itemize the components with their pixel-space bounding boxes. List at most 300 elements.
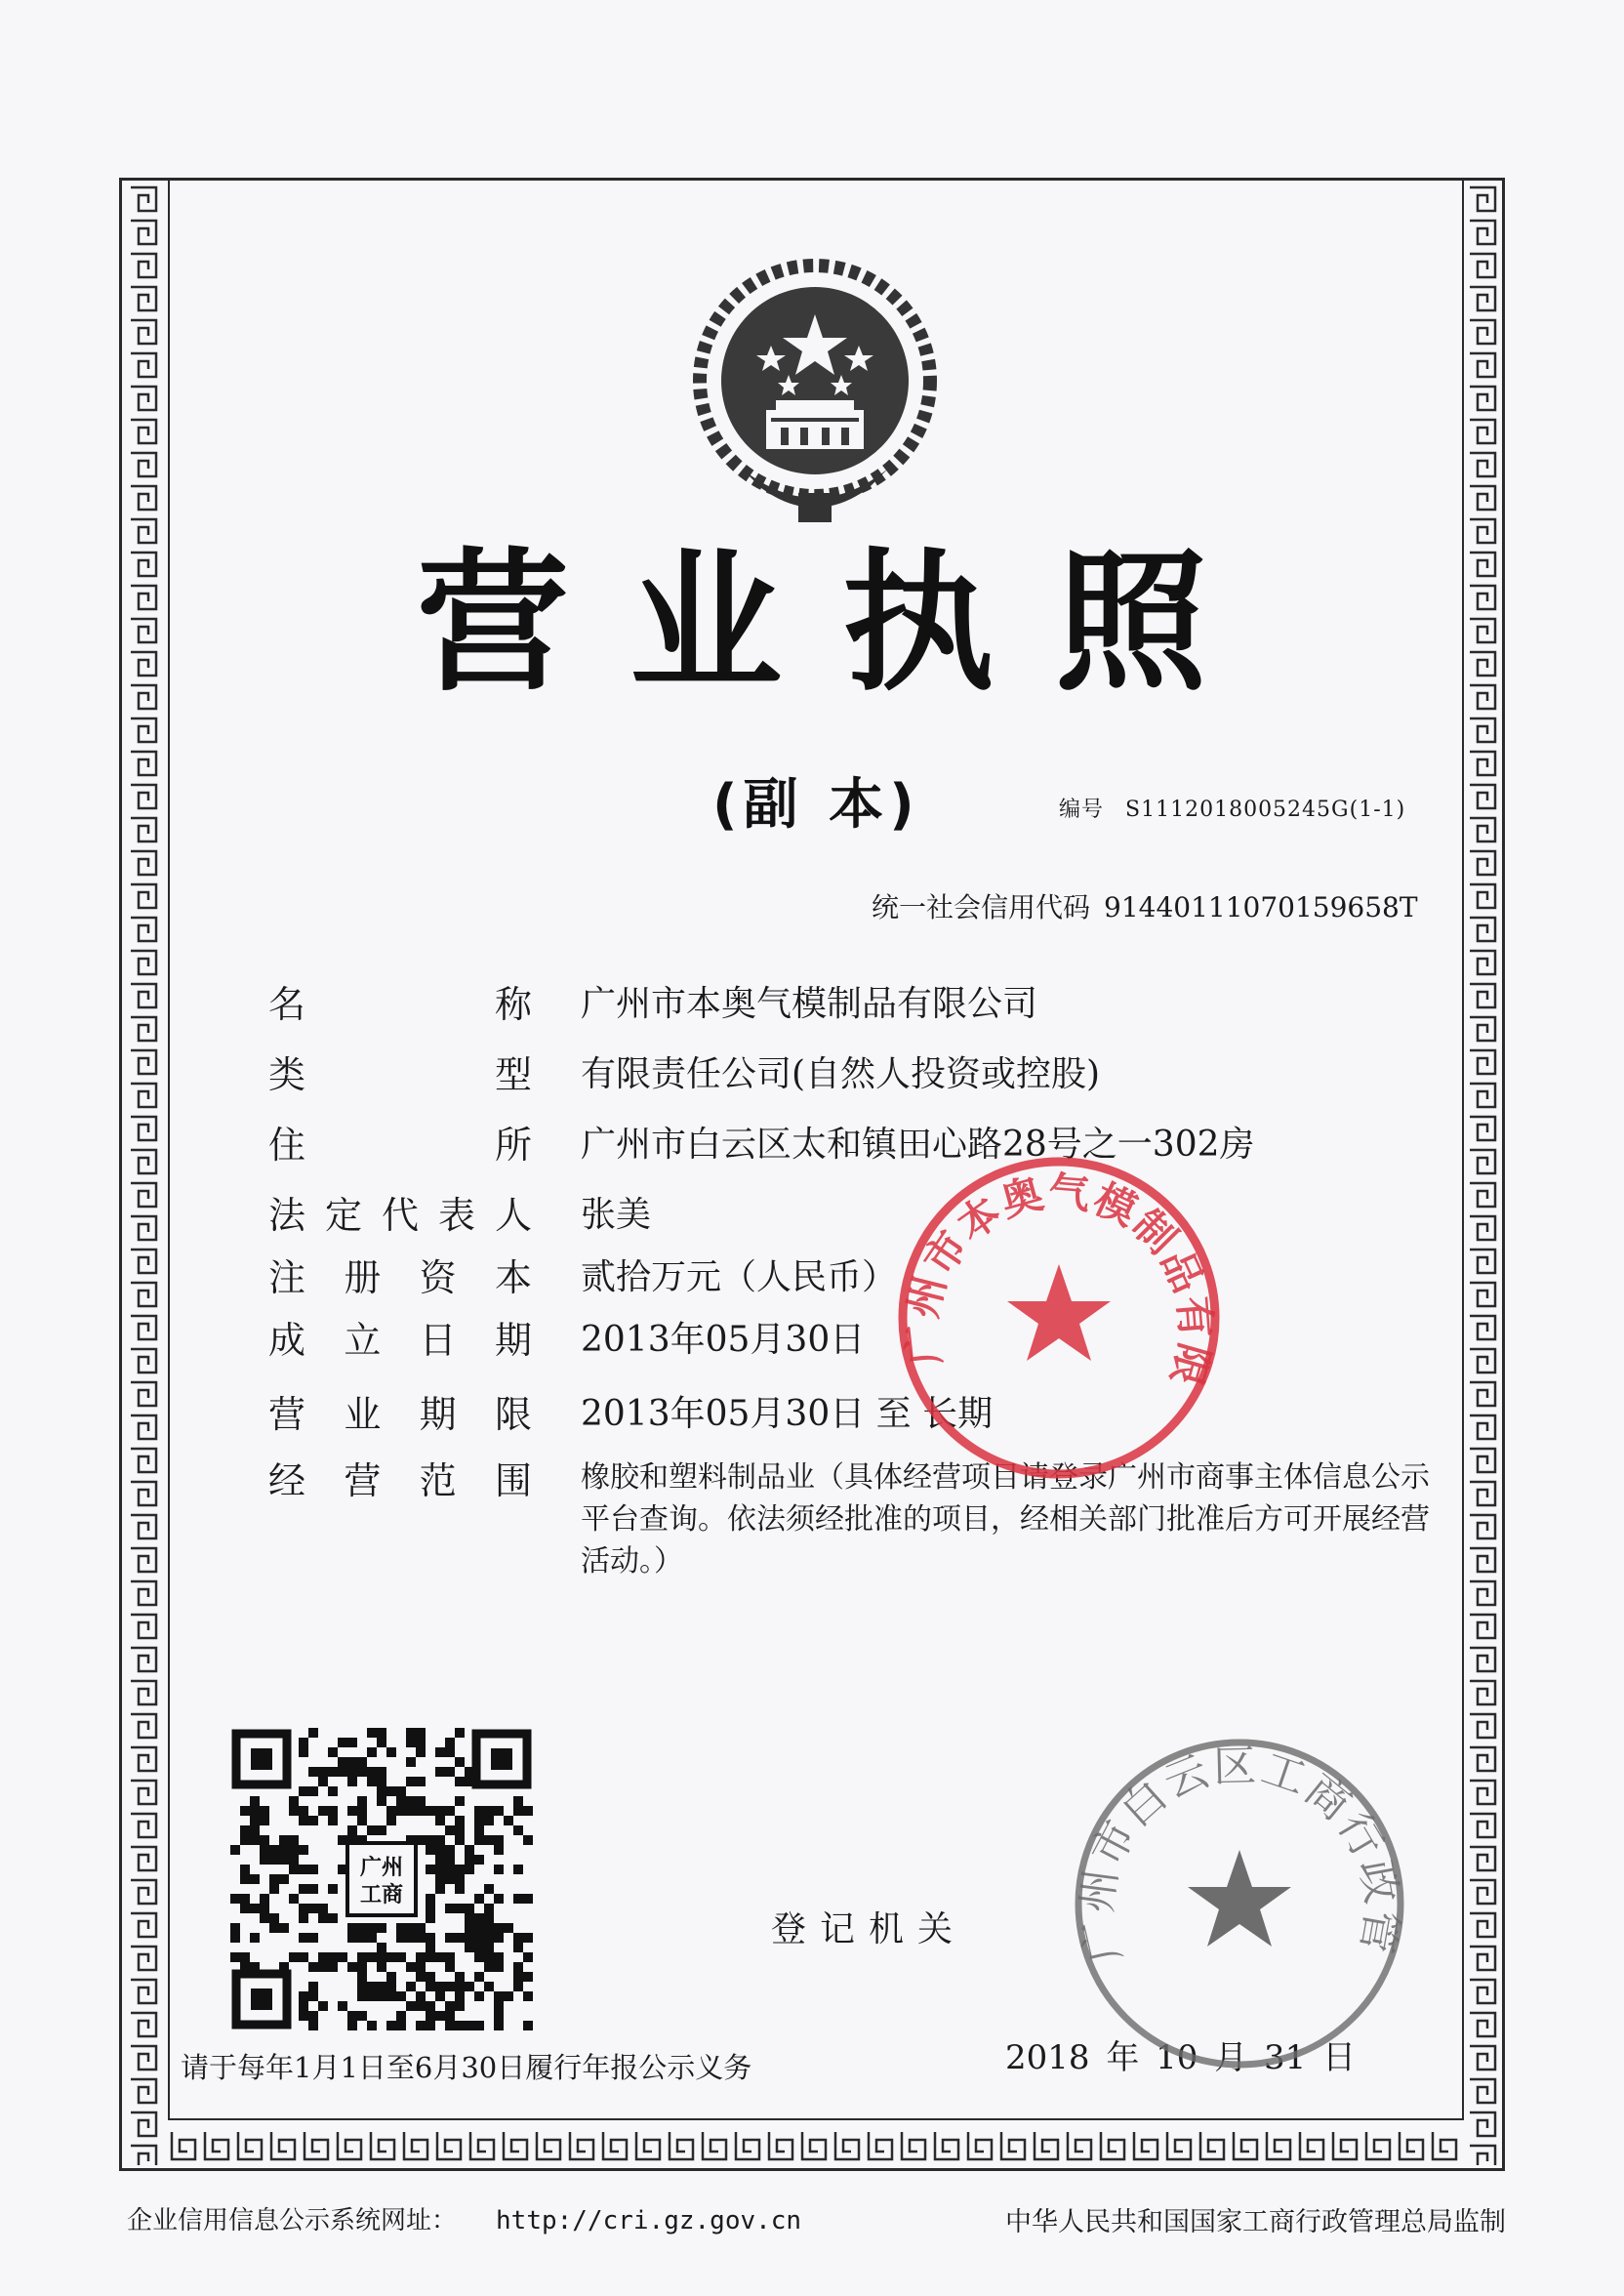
footer-website	[127, 2200, 801, 2236]
qr-module	[377, 1982, 386, 1991]
qr-module	[367, 1728, 377, 1738]
qr-module	[426, 1806, 435, 1816]
qr-module	[377, 1943, 386, 1952]
qr-module	[455, 1982, 465, 1991]
qr-module	[279, 1874, 289, 1884]
qr-module	[347, 2011, 357, 2021]
qr-module	[465, 1923, 474, 1933]
qr-module	[269, 1874, 279, 1884]
qr-module	[289, 1894, 299, 1904]
qr-module	[328, 1962, 338, 1972]
qr-module	[406, 1933, 416, 1943]
qr-module	[386, 1982, 396, 1991]
qr-module	[513, 1894, 523, 1904]
qr-module	[494, 1962, 504, 1972]
qr-module	[318, 1913, 328, 1923]
qr-module	[455, 2001, 465, 2011]
qr-module	[523, 2021, 533, 2030]
qr-module	[240, 1952, 250, 1962]
qr-module	[396, 1933, 406, 1943]
credit-code-value: 91440111070159658T	[1104, 891, 1418, 923]
qr-module	[494, 1933, 504, 1943]
qr-module	[455, 1972, 465, 1982]
field-row-name	[268, 974, 1440, 1045]
qr-module	[396, 2021, 406, 2030]
qr-module	[416, 1972, 426, 1982]
qr-module	[416, 1728, 426, 1738]
qr-module	[386, 1806, 396, 1816]
qr-module	[426, 1894, 435, 1904]
qr-module	[484, 1982, 494, 1991]
qr-module	[435, 2011, 445, 2021]
qr-module	[386, 1747, 396, 1757]
authority-seal	[1069, 1733, 1410, 2074]
qr-module	[416, 2021, 426, 2030]
qr-module	[426, 1865, 435, 1874]
qr-module	[240, 1894, 250, 1904]
field-value-business-scope: 橡胶和塑料制品业（具体经营项目请登录广州市商事主体信息公示平台查询。依法须经批准的项目，经相关部门批准后方可开展经营活动。）	[581, 1460, 1430, 1578]
qr-module	[328, 1816, 338, 1825]
qr-module	[474, 1991, 484, 2001]
qr-module	[260, 1845, 269, 1855]
qr-module	[406, 1738, 416, 1747]
qr-module	[357, 1991, 367, 2001]
license-fields	[268, 974, 1440, 1597]
qr-module	[426, 1952, 435, 1962]
qr-module	[445, 1747, 455, 1757]
qr-module	[328, 1806, 338, 1816]
qr-module	[416, 1796, 426, 1806]
qr-module	[455, 1904, 465, 1913]
qr-module	[230, 1845, 240, 1855]
qr-module	[240, 1904, 250, 1913]
qr-module	[367, 1952, 377, 1962]
qr-module	[416, 1952, 426, 1962]
qr-module	[416, 2001, 426, 2011]
field-row-address	[268, 1115, 1440, 1185]
qr-module	[465, 1943, 474, 1952]
qr-module	[484, 1933, 494, 1943]
qr-module	[455, 1874, 465, 1884]
qr-module	[474, 1825, 484, 1835]
qr-module	[289, 1865, 299, 1874]
qr-module	[523, 1972, 533, 1982]
qr-module	[513, 1796, 523, 1806]
qr-module	[445, 1855, 455, 1865]
qr-module	[289, 1952, 299, 1962]
qr-module	[289, 1835, 299, 1845]
qr-module	[367, 1777, 377, 1786]
qr-module	[367, 1991, 377, 2001]
qr-module	[494, 1894, 504, 1904]
qr-module	[260, 1855, 269, 1865]
qr-module	[426, 2011, 435, 2021]
greek-key-border-bottom	[168, 2124, 1464, 2167]
qr-module	[523, 1835, 533, 1845]
field-row-term	[268, 1384, 1440, 1451]
field-label: 类 型	[268, 1053, 532, 1096]
qr-module	[230, 1894, 240, 1904]
qr-module	[299, 1933, 308, 1943]
qr-module	[250, 1796, 260, 1806]
qr-module	[435, 1874, 445, 1884]
qr-module	[377, 1825, 386, 1835]
qr-module	[494, 1923, 504, 1933]
qr-module	[406, 2001, 416, 2011]
qr-module	[308, 1884, 318, 1894]
footer-supervisor: 中华人民共和国国家工商行政管理总局监制	[1005, 2207, 1506, 2237]
seal-star-icon	[1188, 1850, 1291, 1947]
qr-module	[416, 1738, 426, 1747]
qr-module	[455, 1757, 465, 1767]
qr-module	[299, 2011, 308, 2021]
qr-module	[260, 1835, 269, 1845]
qr-module	[406, 1728, 416, 1738]
qr-module	[347, 1777, 357, 1786]
qr-module	[406, 1757, 416, 1767]
qr-module	[455, 1865, 465, 1874]
qr-module	[299, 1865, 308, 1874]
qr-module	[299, 1845, 308, 1855]
qr-module	[299, 1816, 308, 1825]
qr-module	[367, 1747, 377, 1757]
qr-module	[308, 1865, 318, 1874]
qr-module	[386, 1972, 396, 1982]
qr-module	[357, 1816, 367, 1825]
qr-module	[308, 1962, 318, 1972]
qr-module	[416, 1806, 426, 1816]
qr-module	[455, 1796, 465, 1806]
document-subtitle: (副 本)	[712, 773, 920, 837]
qr-module	[474, 1952, 484, 1962]
qr-module	[269, 1913, 279, 1923]
qr-module	[426, 1943, 435, 1952]
qr-module	[513, 1825, 523, 1835]
qr-module	[338, 1767, 347, 1777]
field-label: 名 称	[268, 983, 532, 1026]
qr-module	[357, 1982, 367, 1991]
qr-module	[328, 1747, 338, 1757]
qr-module	[465, 1865, 474, 1874]
qr-module	[465, 1913, 474, 1923]
qr-module	[279, 1835, 289, 1845]
field-label: 住 所	[268, 1124, 532, 1167]
qr-module	[347, 1933, 357, 1943]
qr-module	[328, 1786, 338, 1796]
qr-module	[523, 1806, 533, 1816]
qr-module	[299, 1738, 308, 1747]
qr-module	[357, 1933, 367, 1943]
qr-module	[435, 1835, 445, 1845]
greek-key-border-left	[125, 184, 164, 2165]
qr-module	[357, 1923, 367, 1933]
qr-module	[308, 2011, 318, 2021]
qr-module	[445, 2011, 455, 2021]
qr-module	[357, 1767, 367, 1777]
qr-module	[474, 1933, 484, 1943]
qr-module	[386, 1786, 396, 1796]
qr-module	[445, 1865, 455, 1874]
qr-module	[308, 1728, 318, 1738]
qr-module	[435, 1952, 445, 1962]
qr-module	[357, 1972, 367, 1982]
qr-module	[484, 1962, 494, 1972]
authority-seal-text: 广州市白云区工商行政管	[1072, 1741, 1407, 1967]
qr-module	[494, 1865, 504, 1874]
qr-module	[338, 1757, 347, 1767]
footer-website-label: 企业信用信息公示系统网址：	[127, 2206, 458, 2235]
qr-module	[445, 1904, 455, 1913]
qr-module	[406, 1962, 416, 1972]
qr-module	[396, 1786, 406, 1796]
qr-module	[474, 1943, 484, 1952]
qr-module	[435, 1767, 445, 1777]
field-value-legal-rep: 张美	[581, 1195, 652, 1235]
qr-module	[426, 2021, 435, 2030]
qr-module	[338, 1952, 347, 1962]
field-label: 营 业 期 限	[268, 1393, 532, 1436]
qr-badge-line1: 广州	[359, 1856, 404, 1880]
qr-module	[250, 1825, 260, 1835]
qr-module	[416, 1747, 426, 1757]
qr-module	[260, 1913, 269, 1923]
qr-module	[523, 1894, 533, 1904]
qr-code[interactable]	[230, 1728, 533, 2030]
qr-module	[377, 1796, 386, 1806]
qr-module	[474, 1972, 484, 1982]
qr-module	[465, 1845, 474, 1855]
qr-module	[299, 1806, 308, 1816]
qr-module	[250, 1816, 260, 1825]
qr-module	[435, 1806, 445, 1816]
qr-module	[318, 1952, 328, 1962]
qr-module	[299, 2001, 308, 2011]
qr-module	[474, 1913, 484, 1923]
qr-module	[386, 1952, 396, 1962]
qr-module	[230, 1933, 240, 1943]
qr-module	[357, 1962, 367, 1972]
qr-module	[513, 1943, 523, 1952]
qr-module	[426, 1913, 435, 1923]
qr-module	[484, 1943, 494, 1952]
qr-module	[426, 1845, 435, 1855]
qr-module	[513, 1806, 523, 1816]
qr-module	[513, 1972, 523, 1982]
qr-module	[426, 2001, 435, 2011]
qr-module	[240, 1835, 250, 1845]
qr-module	[318, 1806, 328, 1816]
qr-module	[377, 1923, 386, 1933]
qr-module	[347, 1825, 357, 1835]
qr-module	[357, 1796, 367, 1806]
qr-module	[377, 1991, 386, 2001]
qr-module	[347, 2021, 357, 2030]
qr-module	[445, 2021, 455, 2030]
qr-module	[396, 1991, 406, 2001]
qr-module	[367, 2021, 377, 2030]
qr-module	[367, 1933, 377, 1943]
qr-module	[289, 1806, 299, 1816]
qr-module	[308, 1991, 318, 2001]
qr-module	[269, 1884, 279, 1894]
footer-website-url[interactable]: http://cri.gz.gov.cn	[496, 2206, 802, 2235]
qr-module	[406, 1923, 416, 1933]
qr-module	[367, 1923, 377, 1933]
qr-module	[318, 1767, 328, 1777]
qr-module	[484, 1806, 494, 1816]
qr-module	[299, 1747, 308, 1757]
qr-module	[474, 1806, 484, 1816]
qr-module	[445, 1767, 455, 1777]
qr-module	[455, 2021, 465, 2030]
qr-module	[396, 1796, 406, 1806]
qr-module	[279, 1855, 289, 1865]
qr-module	[396, 2011, 406, 2021]
field-label: 法 定 代 表 人	[268, 1194, 532, 1237]
seal-star-icon	[1007, 1264, 1111, 1361]
qr-module	[289, 1855, 299, 1865]
credit-code-label: 统一社会信用代码	[872, 891, 1091, 923]
qr-module	[299, 1991, 308, 2001]
qr-module	[406, 1982, 416, 1991]
qr-module	[377, 1728, 386, 1738]
field-value-company-name: 广州市本奥气模制品有限公司	[581, 984, 1038, 1024]
qr-module	[318, 2001, 328, 2011]
qr-module	[445, 1874, 455, 1884]
qr-module	[455, 1884, 465, 1894]
qr-module	[250, 1874, 260, 1884]
qr-module	[445, 1738, 455, 1747]
svg-text:广州市白云区工商行政管理局	[1069, 1733, 1406, 1967]
qr-module	[455, 1816, 465, 1825]
qr-module	[299, 1904, 308, 1913]
qr-module	[240, 1825, 250, 1835]
qr-module	[455, 1825, 465, 1835]
field-label: 成 立 日 期	[268, 1319, 532, 1362]
field-label: 注 册 资 本	[268, 1256, 532, 1299]
qr-module	[328, 1952, 338, 1962]
qr-module	[435, 1747, 445, 1757]
qr-module	[465, 1767, 474, 1777]
qr-module	[250, 1904, 260, 1913]
qr-module	[260, 1904, 269, 1913]
qr-module	[347, 1962, 357, 1972]
greek-key-border-right	[1464, 184, 1503, 2165]
qr-module	[240, 1865, 250, 1874]
qr-module	[484, 1884, 494, 1894]
qr-module	[426, 1835, 435, 1845]
qr-module	[416, 1777, 426, 1786]
field-value-established: 2013年05月30日	[581, 1320, 866, 1360]
qr-badge-line2: 工商	[359, 1883, 404, 1907]
qr-module	[523, 1952, 533, 1962]
qr-module	[435, 1884, 445, 1894]
serial-number-label: 编号	[1059, 798, 1105, 822]
qr-module	[230, 1952, 240, 1962]
qr-module	[426, 1982, 435, 1991]
qr-module	[455, 1777, 465, 1786]
qr-module	[377, 1952, 386, 1962]
qr-module	[367, 1982, 377, 1991]
qr-module	[318, 1904, 328, 1913]
qr-module	[357, 1952, 367, 1962]
qr-module	[308, 2021, 318, 2030]
qr-module	[328, 1767, 338, 1777]
qr-module	[494, 1845, 504, 1855]
qr-module	[289, 1845, 299, 1855]
qr-module	[484, 1816, 494, 1825]
company-seal	[893, 1152, 1225, 1484]
annual-report-reminder: 请于每年1月1日至6月30日履行年报公示义务	[181, 2051, 752, 2084]
qr-module	[347, 1738, 357, 1747]
qr-module	[513, 1982, 523, 1991]
qr-module	[289, 1796, 299, 1806]
field-row-established	[268, 1310, 1440, 1384]
qr-module	[494, 2001, 504, 2011]
qr-module	[484, 1913, 494, 1923]
qr-module	[377, 1777, 386, 1786]
qr-module	[318, 1777, 328, 1786]
qr-module	[426, 1933, 435, 1943]
qr-module	[445, 1933, 455, 1943]
qr-module	[308, 1982, 318, 1991]
qr-module	[347, 1767, 357, 1777]
qr-module	[240, 1874, 250, 1884]
field-value-company-type: 有限责任公司(自然人投资或控股)	[581, 1054, 1101, 1094]
qr-module	[308, 1933, 318, 1943]
qr-module	[494, 2011, 504, 2021]
qr-module	[474, 1894, 484, 1904]
qr-module	[230, 1923, 240, 1933]
qr-module	[455, 1933, 465, 1943]
qr-module	[455, 1728, 465, 1738]
qr-module	[406, 1777, 416, 1786]
qr-module	[240, 1806, 250, 1816]
qr-module	[416, 1933, 426, 1943]
qr-module	[260, 1894, 269, 1904]
qr-module	[338, 1738, 347, 1747]
qr-module	[396, 1923, 406, 1933]
field-row-scope	[268, 1451, 1440, 1597]
national-emblem-icon	[673, 244, 956, 537]
qr-module	[494, 1952, 504, 1962]
qr-module	[338, 2001, 347, 2011]
field-value-term: 2013年05月30日 至 长期	[581, 1394, 994, 1434]
issue-date: 2018 年 10 月 31 日	[1005, 2038, 1357, 2077]
field-value-capital: 贰拾万元（人民币）	[581, 1257, 898, 1297]
qr-module	[474, 1923, 484, 1933]
qr-module	[279, 1962, 289, 1972]
qr-module	[435, 1816, 445, 1825]
qr-module	[504, 1816, 513, 1825]
serial-number-value: S1112018005245G(1-1)	[1125, 798, 1406, 822]
qr-module	[250, 1806, 260, 1816]
qr-module	[299, 1884, 308, 1894]
qr-module	[513, 1933, 523, 1943]
qr-module	[455, 1991, 465, 2001]
qr-module	[435, 1845, 445, 1855]
qr-module	[474, 1855, 484, 1865]
qr-module	[465, 2021, 474, 2030]
qr-module	[269, 1855, 279, 1865]
qr-module	[416, 1962, 426, 1972]
qr-module	[445, 1962, 455, 1972]
registration-authority-label: 登记机关	[771, 1909, 967, 1949]
qr-module	[299, 1952, 308, 1962]
qr-module	[523, 1991, 533, 2001]
qr-module	[318, 1962, 328, 1972]
qr-module	[445, 1952, 455, 1962]
